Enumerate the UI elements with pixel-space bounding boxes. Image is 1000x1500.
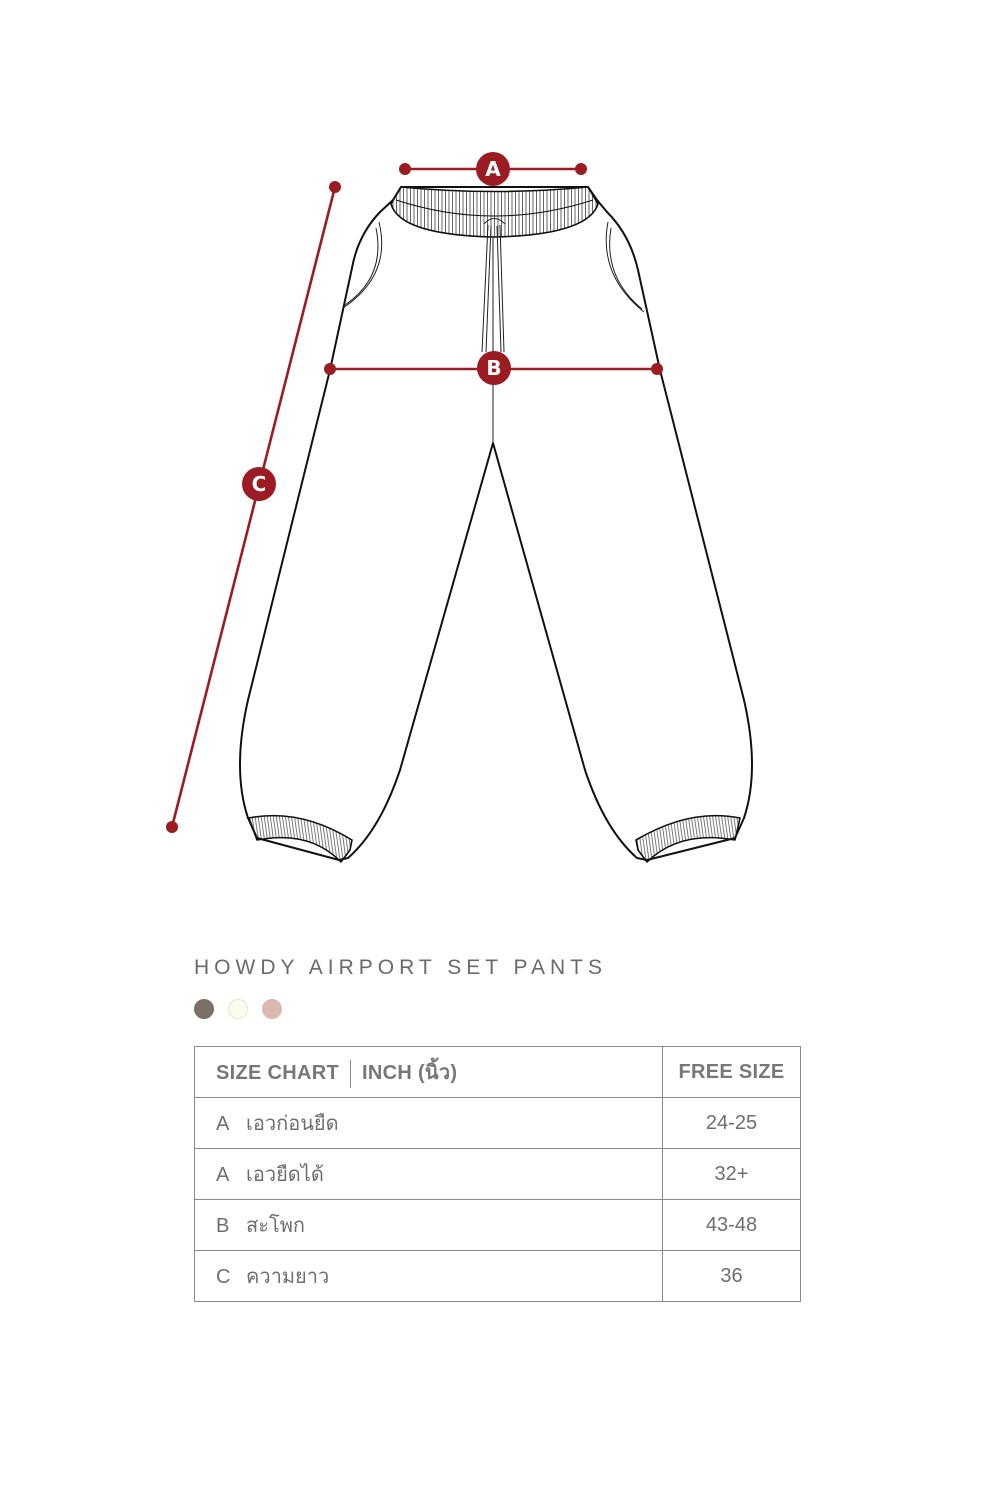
measure-marker-a: [476, 152, 510, 186]
row-value: 24-25: [663, 1098, 801, 1149]
size-chart-unit: INCH (นิ้ว): [362, 1062, 458, 1084]
size-chart-label: SIZE CHART: [216, 1062, 339, 1084]
waist-measure-endpoint-right: [575, 163, 587, 175]
row-key: B: [216, 1215, 230, 1237]
length-measure-endpoint-top: [329, 181, 341, 193]
row-value: 32+: [663, 1149, 801, 1200]
size-chart-table: [194, 1046, 801, 1302]
row-value: 36: [663, 1251, 801, 1302]
waist-measure-endpoint-left: [399, 163, 411, 175]
table-row: [195, 1200, 801, 1251]
marker-b-label: B: [486, 356, 502, 380]
row-value: 43-48: [663, 1200, 801, 1251]
row-key: C: [216, 1266, 231, 1288]
row-measurement: เอวยืดได้: [246, 1164, 324, 1186]
color-swatch-taupe[interactable]: [194, 999, 214, 1019]
row-measurement: ความยาว: [246, 1266, 330, 1288]
table-row: [195, 1251, 801, 1302]
color-swatch-pink[interactable]: [262, 999, 282, 1019]
length-measure-endpoint-bottom: [166, 821, 178, 833]
hip-measure-endpoint-left: [324, 363, 336, 375]
row-measurement: สะโพก: [246, 1215, 305, 1237]
pants-outline: [240, 187, 752, 860]
color-swatch-cream[interactable]: [228, 999, 248, 1019]
measure-marker-c: [242, 467, 276, 501]
marker-c-label: C: [251, 472, 267, 496]
header-divider: [350, 1060, 351, 1088]
product-title: HOWDY AIRPORT SET PANTS: [194, 956, 607, 979]
row-key: A: [216, 1113, 230, 1135]
free-size-header: FREE SIZE: [663, 1047, 801, 1098]
row-key: A: [216, 1164, 230, 1186]
color-swatches: [194, 999, 282, 1019]
marker-a-label: A: [485, 157, 501, 181]
table-row: [195, 1098, 801, 1149]
pants-illustration: [240, 187, 752, 862]
row-measurement: เอวก่อนยืด: [246, 1113, 339, 1135]
size-chart-header-cell: [195, 1047, 663, 1098]
hip-measure-endpoint-right: [651, 363, 663, 375]
table-row: [195, 1149, 801, 1200]
measure-marker-b: [477, 351, 511, 385]
size-chart-header-row: [195, 1047, 801, 1098]
